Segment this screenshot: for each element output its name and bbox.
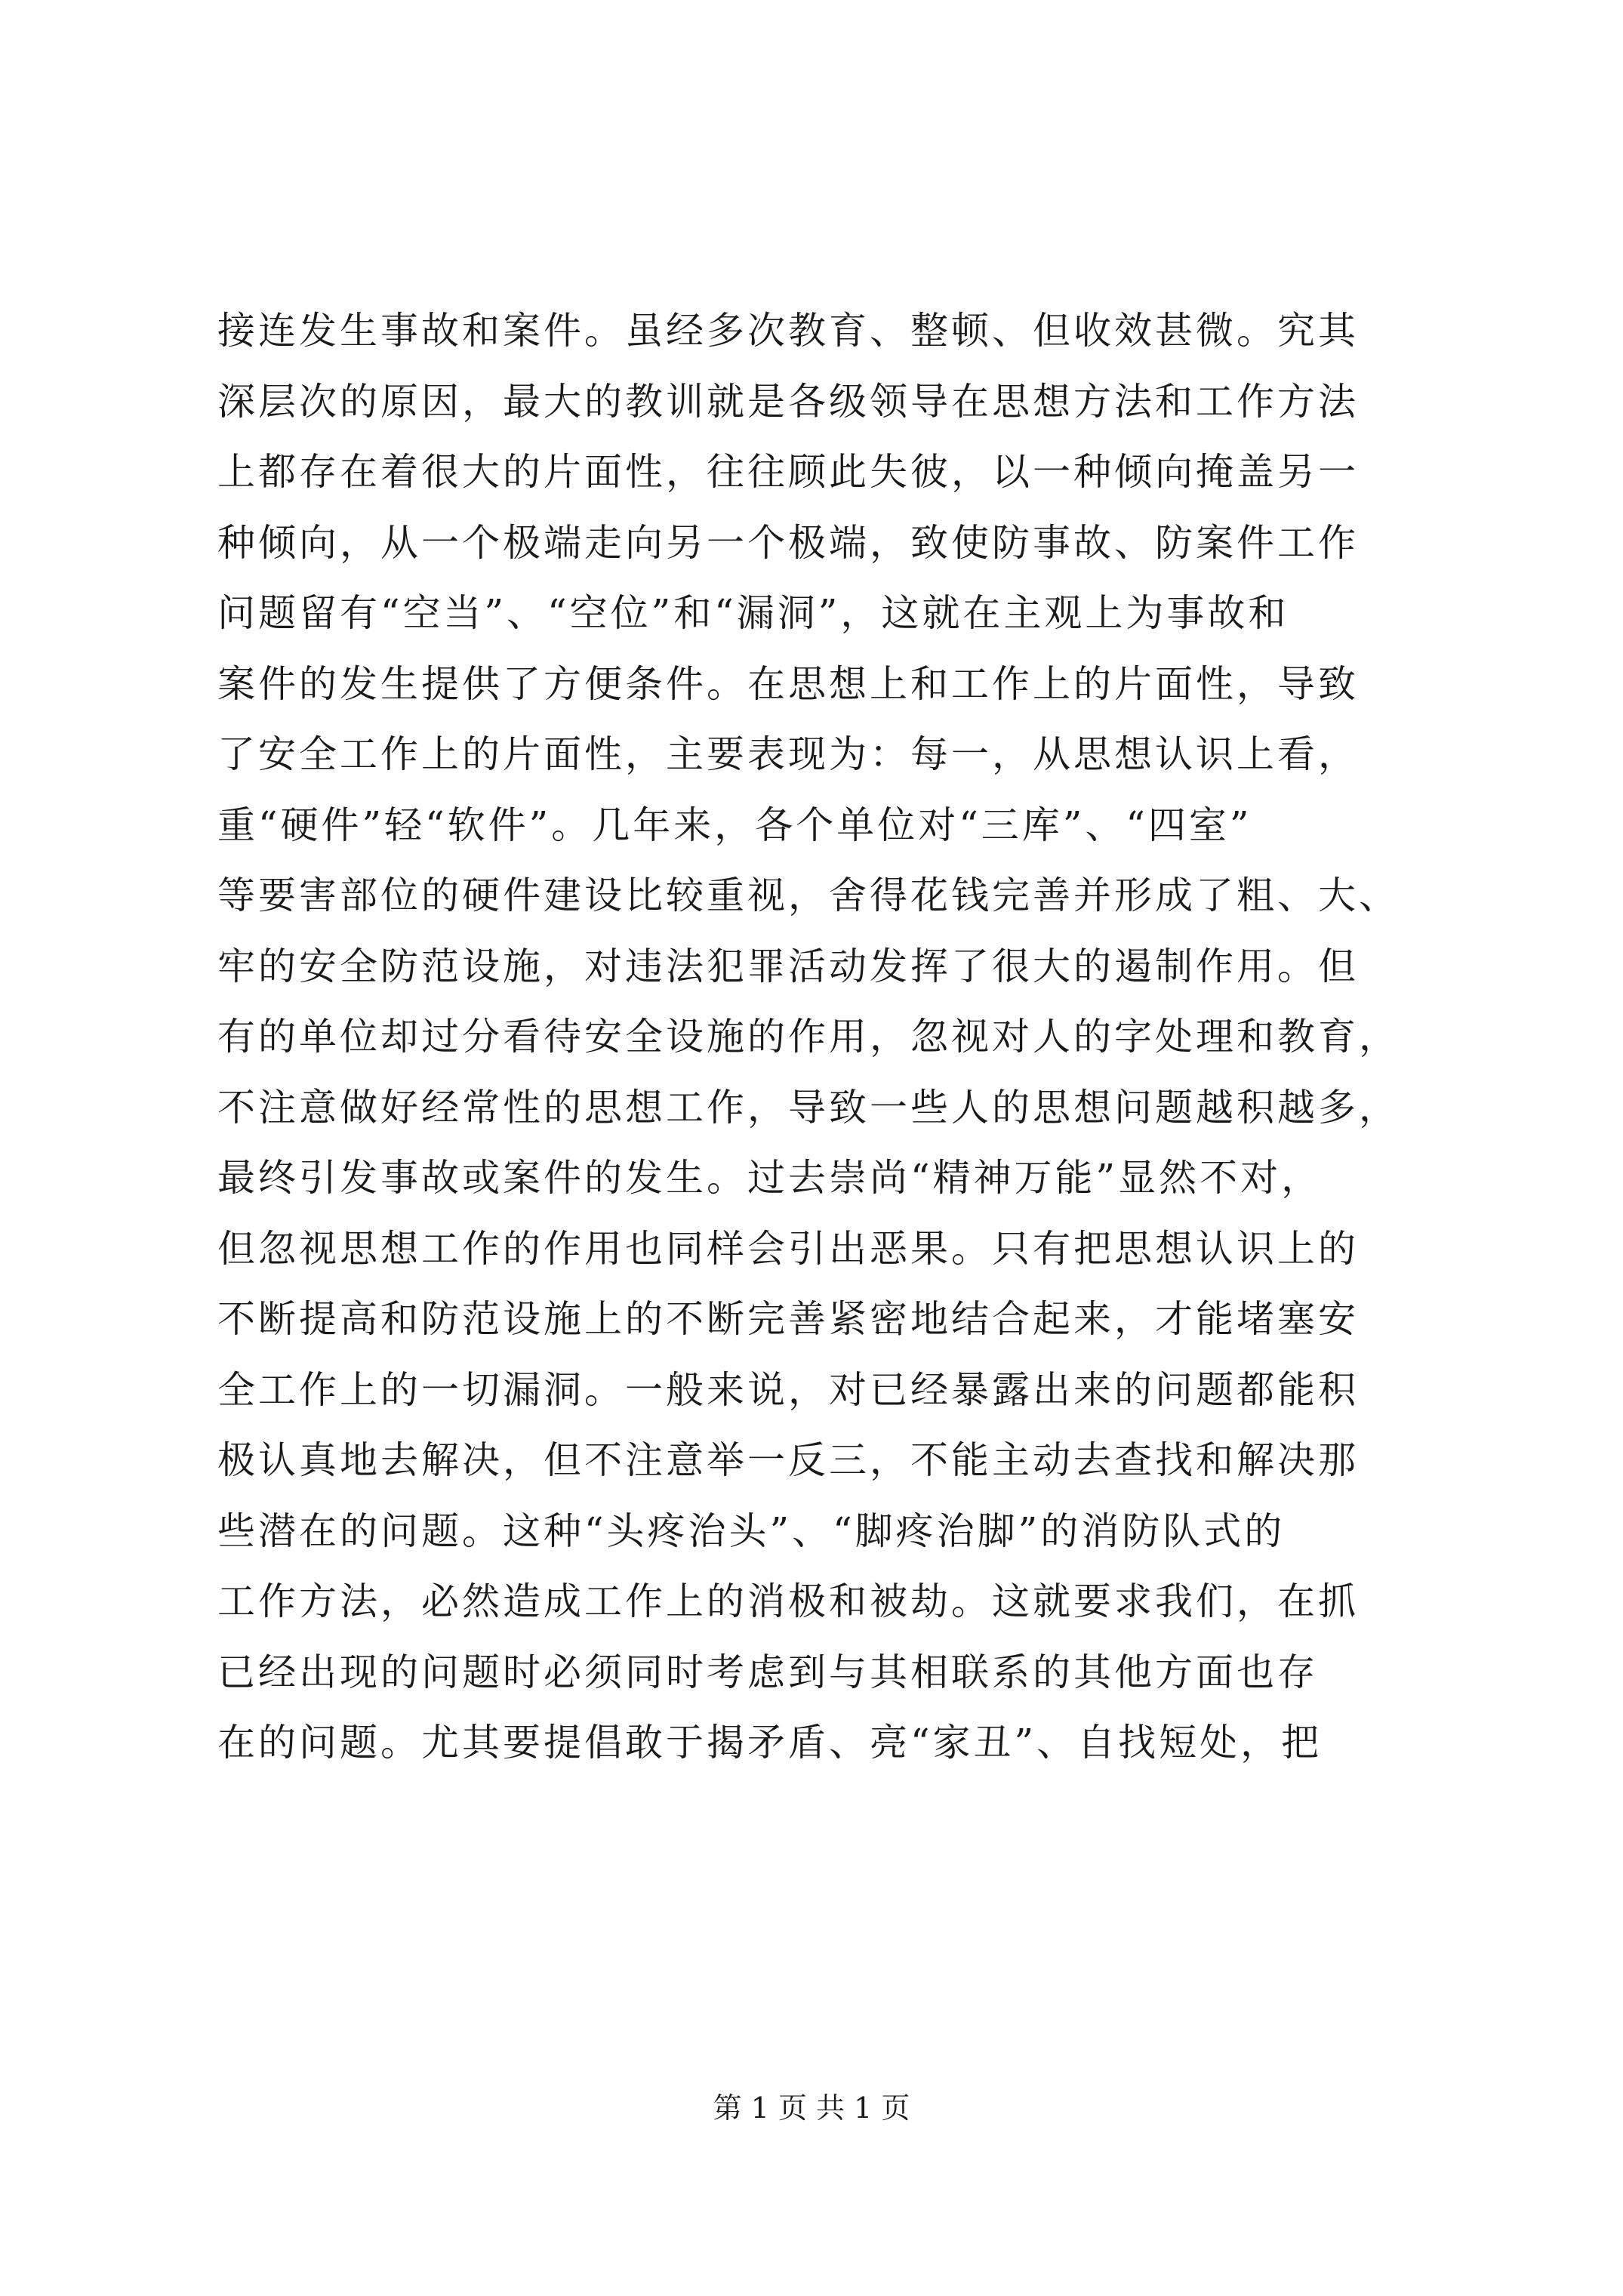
body-text: [217, 296, 1410, 1779]
text-line: 深层次的原因，最大的教训就是各级领导在思想方法和工作方法: [217, 379, 1359, 424]
text-line: 种倾向，从一个极端走向另一个极端，致使防事故、防案件工作: [217, 520, 1359, 565]
page-footer: [0, 2085, 1623, 2131]
text-line: 全工作上的一切漏洞。一般来说，对已经暴露出来的问题都能积: [217, 1367, 1359, 1412]
text-line: 案件的发生提供了方便条件。在思想上和工作上的片面性，导致: [217, 661, 1359, 706]
text-line: 但忽视思想工作的作用也同样会引出恶果。只有把思想认识上的: [217, 1226, 1359, 1271]
text-line: 不断提高和防范设施上的不断完善紧密地结合起来，才能堵塞安: [217, 1297, 1359, 1341]
text-line: 不注意做好经常性的思想工作，导致一些人的思想问题越积越多，: [217, 1085, 1400, 1130]
text-line: 了安全工作上的片面性，主要表现为：每一，从思想认识上看，: [217, 732, 1359, 776]
text-line: 极认真地去解决，但不注意举一反三，不能主动去查找和解决那: [217, 1438, 1359, 1482]
text-line: 工作方法，必然造成工作上的消极和被劫。这就要求我们，在抓: [217, 1579, 1359, 1623]
text-line: 问题留有“空当”、“空位”和“漏洞”，这就在主观上为事故和: [217, 591, 1289, 635]
text-line: 重“硬件”轻“软件”。几年来，各个单位对“三库”、“四室”: [217, 803, 1252, 847]
page-number: 第 1 页 共 1 页: [713, 2091, 910, 2125]
text-line: 有的单位却过分看待安全设施的作用，忽视对人的字处理和教育，: [217, 1015, 1400, 1059]
text-line: 最终引发事故或案件的发生。过去崇尚“精神万能”显然不对，: [217, 1156, 1323, 1200]
text-line: 牢的安全防范设施，对违法犯罪活动发挥了很大的遏制作用。但: [217, 944, 1359, 988]
text-line: 已经出现的问题时必须同时考虑到与其相联系的其他方面也存: [217, 1650, 1318, 1694]
text-line: 上都存在着很大的片面性，往往顾此失彼，以一种倾向掩盖另一: [217, 450, 1359, 494]
text-line: 些潜在的问题。这种“头疼治头”、“脚疼治脚”的消防队式的: [217, 1509, 1286, 1553]
text-line: 在的问题。尤其要提倡敢于揭矛盾、亮“家丑”、自找短处，把: [217, 1721, 1323, 1764]
text-line: 等要害部位的硬件建设比较重视，舍得花钱完善并形成了粗、大、: [217, 874, 1400, 917]
text-line: 接连发生事故和案件。虽经多次教育、整顿、但收效甚微。究其: [217, 309, 1359, 353]
